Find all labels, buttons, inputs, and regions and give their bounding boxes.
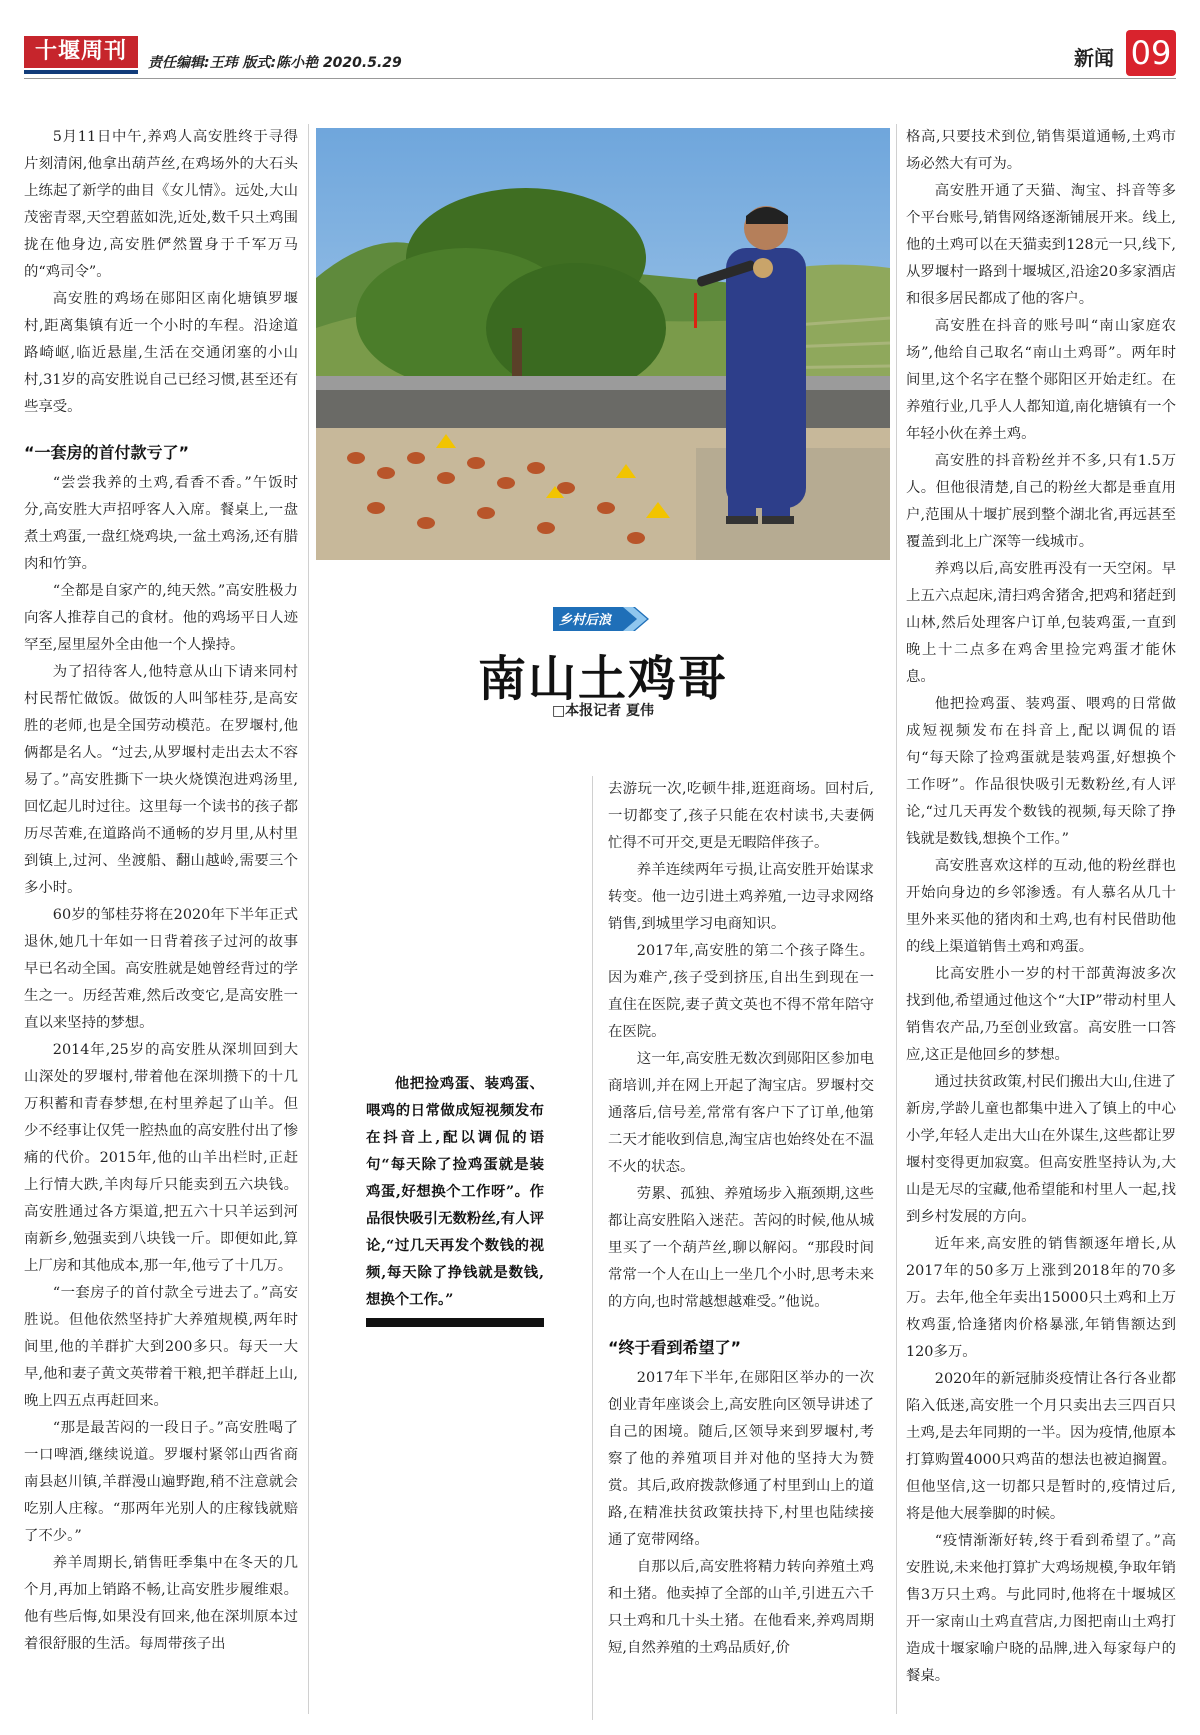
paragraph: 格高,只要技术到位,销售渠道通畅,土鸡市场必然大有可为。 (906, 129, 1176, 172)
article-byline: □本报记者 夏伟 (551, 703, 655, 719)
article-photo (316, 128, 890, 560)
paragraph: 2017年,高安胜的第二个孩子降生。因为难产,孩子受到挤压,自出生到现在一直住在医院,妻子黄文英也不得不常年陪守在医院。 (608, 943, 874, 1040)
paragraph: 自那以后,高安胜将精力转向养殖土鸡和土猪。他卖掉了全部的山羊,引进五六千只土鸡和几十头土猪。在他看来,养鸡周期短,自然养殖的土鸡品质好,价 (608, 1559, 874, 1656)
paragraph: 通过扶贫政策,村民们搬出大山,住进了新房,学龄儿童也都集中进入了镇上的中心小学,年轻人走出大山在外谋生,这些都让罗堰村变得更加寂寞。但高安胜坚持认为,大山是无尽的宝藏,他希望能和村里人一起,找到乡村发展的方向。 (906, 1074, 1176, 1225)
pull-quote-text: 他把捡鸡蛋、装鸡蛋、喂鸡的日常做成短视频发布在抖音上,配以调侃的语句“每天除了捡鸡蛋就是装鸡蛋,好想换个工作呀”。作品很快吸引无数粉丝,有人评论,“过几天再发个数钱的视频,每天除了挣钱就是数钱,想换个工作。” (366, 1075, 544, 1308)
pull-quote (366, 1070, 544, 1313)
paragraph: 高安胜的鸡场在郧阳区南化塘镇罗堰村,距离集镇有近一个小时的车程。沿途道路崎岖,临近悬崖,生活在交通闭塞的小山村,31岁的高安胜说自己已经习惯,甚至还有些享受。 (24, 291, 298, 415)
column-divider (896, 124, 897, 1714)
paragraph: 近年来,高安胜的销售额逐年增长,从2017年的50多万上涨到2018年的70多万。去年,他全年卖出15000只土鸡和上万枚鸡蛋,恰逢猪肉价格暴涨,年销售额达到120多万。 (906, 1236, 1176, 1360)
paragraph: 劳累、孤独、养殖场步入瓶颈期,这些都让高安胜陷入迷茫。苦闷的时候,他从城里买了一个葫芦丝,聊以解闷。“那段时间常常一个人在山上一坐几个小时,思考未来的方向,也时常越想越难受。”他说。 (608, 1186, 874, 1310)
editor-info: 责任编辑:王玮 版式:陈小艳 2020.5.29 (148, 55, 402, 71)
subheading: “终于看到希望了” (608, 1338, 742, 1357)
paragraph: 2017年下半年,在郧阳区举办的一次创业青年座谈会上,高安胜向区领导讲述了自己的困境。随后,区领导来到罗堰村,考察了他的养殖项目并对他的坚持大为赞赏。其后,政府拨款修通了村里到山上的道路,在精准扶贫政策扶持下,村里也陆续接通了宽带网络。 (608, 1370, 874, 1548)
paragraph: 高安胜喜欢这样的互动,他的粉丝群也开始向身边的乡邻渗透。有人慕名从几十里外来买他的猪肉和土鸡,也有村民借助他的线上渠道销售土鸡和鸡蛋。 (906, 858, 1176, 955)
masthead: 十堰周刊 (24, 36, 138, 68)
header-rule (24, 78, 1176, 79)
paragraph: 比高安胜小一岁的村干部黄海波多次找到他,希望通过他这个“大IP”带动村里人销售农产品,乃至创业致富。高安胜一口答应,这正是他回乡的梦想。 (906, 966, 1176, 1063)
paragraph: 养羊周期长,销售旺季集中在冬天的几个月,再加上销路不畅,让高安胜步履维艰。他有些后悔,如果没有回来,他在深圳原本过着很舒服的生活。每周带孩子出 (24, 1555, 298, 1652)
column-tag-badge (553, 607, 649, 631)
paragraph: 高安胜开通了天猫、淘宝、抖音等多个平台账号,销售网络逐渐铺展开来。线上,他的土鸡可以在天猫卖到128元一只,线下,从罗堰村一路到十堰城区,沿途20多家酒店和很多居民都成了他的客户。 (906, 183, 1176, 307)
page-number: 09 (1126, 30, 1176, 76)
paragraph: 养羊连续两年亏损,让高安胜开始谋求转变。他一边引进土鸡养殖,一边寻求网络销售,到城里学习电商知识。 (608, 862, 874, 932)
paragraph: 5月11日中午,养鸡人高安胜终于寻得片刻清闲,他拿出葫芦丝,在鸡场外的大石头上练起了新学的曲目《女儿情》。远处,大山茂密青翠,天空碧蓝如洗,近处,数千只土鸡围拢在他身边,高安胜俨然置身于千军万马的“鸡司令”。 (24, 129, 298, 280)
paragraph: 60岁的邹桂芬将在2020年下半年正式退休,她几十年如一日背着孩子过河的故事早已名动全国。高安胜就是她曾经背过的学生之一。历经苦难,然后改变它,是高安胜一直以来坚持的梦想。 (24, 907, 298, 1031)
paragraph: “疫情渐渐好转,终于看到希望了。”高安胜说,未来他打算扩大鸡场规模,争取年销售3万只土鸡。与此同时,他将在十堰城区开一家南山土鸡直营店,力图把南山土鸡打造成十堰家喻户晓的品牌,进入每家每户的餐桌。 (906, 1533, 1176, 1684)
paragraph: 这一年,高安胜无数次到郧阳区参加电商培训,并在网上开起了淘宝店。罗堰村交通落后,信号差,常常有客户下了订单,他第二天才能收到信息,淘宝店也始终处在不温不火的状态。 (608, 1051, 874, 1175)
article-column-1 (24, 124, 298, 1720)
paragraph: 养鸡以后,高安胜再没有一天空闲。早上五六点起床,清扫鸡舍猪舍,把鸡和猪赶到山林,然后处理客户订单,包装鸡蛋,一直到晚上十二点多在鸡舍里捡完鸡蛋才能休息。 (906, 561, 1176, 685)
column-divider (592, 776, 593, 1720)
paragraph: 高安胜的抖音粉丝并不多,只有1.5万人。但他很清楚,自己的粉丝大都是垂直用户,范围从十堰扩展到整个湖北省,再远甚至覆盖到北上广深等一线城市。 (906, 453, 1176, 550)
paragraph: 2020年的新冠肺炎疫情让各行各业都陷入低迷,高安胜一个月只卖出去三四百只土鸡,是去年同期的一半。因为疫情,他原本打算购置4000只鸡苗的想法也被迫搁置。但他坚信,这一切都只是暂时的,疫情过后,将是他大展拳脚的时候。 (906, 1371, 1176, 1522)
paragraph: “一套房子的首付款全亏进去了。”高安胜说。但他依然坚持扩大养殖规模,两年时间里,他的羊群扩大到200多只。每天一大早,他和妻子黄文英带着干粮,把羊群赶上山,晚上四五点再赶回来。 (24, 1285, 298, 1409)
paragraph: “那是最苦闷的一段日子。”高安胜喝了一口啤酒,继续说道。罗堰村紧邻山西省商南县赵川镇,羊群漫山遍野跑,稍不注意就会吃别人庄稼。“那两年光别人的庄稼钱就赔了不少。” (24, 1420, 298, 1544)
paragraph: “全都是自家产的,纯天然。”高安胜极力向客人推荐自己的食材。他的鸡场平日人迹罕至,屋里屋外全由他一个人操持。 (24, 583, 298, 653)
subheading: “一套房的首付款亏了” (24, 443, 190, 462)
column-divider (308, 124, 309, 1714)
page-header (24, 30, 1176, 80)
paragraph: 为了招待客人,他特意从山下请来同村村民帮忙做饭。做饭的人叫邹桂芬,是高安胜的老师,也是全国劳动模范。在罗堰村,他俩都是名人。“过去,从罗堰村走出去太不容易了。”高安胜撕下一块火烧馍泡进鸡汤里,回忆起儿时过往。这里每一个读书的孩子都历尽苦难,在道路尚不通畅的岁月里,从村里到镇上,过河、坐渡船、翻山越岭,需要三个多小时。 (24, 664, 298, 896)
section-label: 新闻 (1074, 46, 1114, 70)
paragraph: 他把捡鸡蛋、装鸡蛋、喂鸡的日常做成短视频发布在抖音上,配以调侃的语句“每天除了捡鸡蛋就是装鸡蛋,好想换个工作呀”。作品很快吸引无数粉丝,有人评论,“过几天再发个数钱的视频,每天除了挣钱就是数钱,想换个工作。” (906, 696, 1176, 847)
article-column-4 (906, 124, 1176, 1720)
column-tag: 乡村后浪 (559, 613, 612, 628)
article-title: 南山土鸡哥 (477, 651, 728, 707)
photo-illustration (316, 128, 890, 560)
paragraph: 去游玩一次,吃顿牛排,逛逛商场。回村后,一切都变了,孩子只能在农村读书,夫妻俩忙得不可开交,更是无暇陪伴孩子。 (608, 781, 874, 851)
masthead-underline (24, 70, 138, 74)
paragraph: 2014年,25岁的高安胜从深圳回到大山深处的罗堰村,带着他在深圳攒下的十几万积蓄和青春梦想,在村里养起了山羊。但少不经事让仅凭一腔热血的高安胜付出了惨痛的代价。2015年,他的山羊出栏时,正赶上行情大跌,羊肉每斤只能卖到五六块钱。高安胜通过各方渠道,把五六十只羊运到河南新乡,勉强卖到八块钱一斤。即便如此,算上厂房和其他成本,那一年,他亏了十几万。 (24, 1042, 298, 1274)
paragraph: “尝尝我养的土鸡,看香不香。”午饭时分,高安胜大声招呼客人入席。餐桌上,一盘煮土鸡蛋,一盘红烧鸡块,一盆土鸡汤,还有腊肉和竹笋。 (24, 475, 298, 572)
article-column-3 (608, 776, 874, 1720)
paragraph: 高安胜在抖音的账号叫“南山家庭农场”,他给自己取名“南山土鸡哥”。两年时间里,这个名字在整个郧阳区开始走红。在养殖行业,几乎人人都知道,南化塘镇有一个年轻小伙在养土鸡。 (906, 318, 1176, 442)
pull-quote-bar (366, 1318, 544, 1327)
